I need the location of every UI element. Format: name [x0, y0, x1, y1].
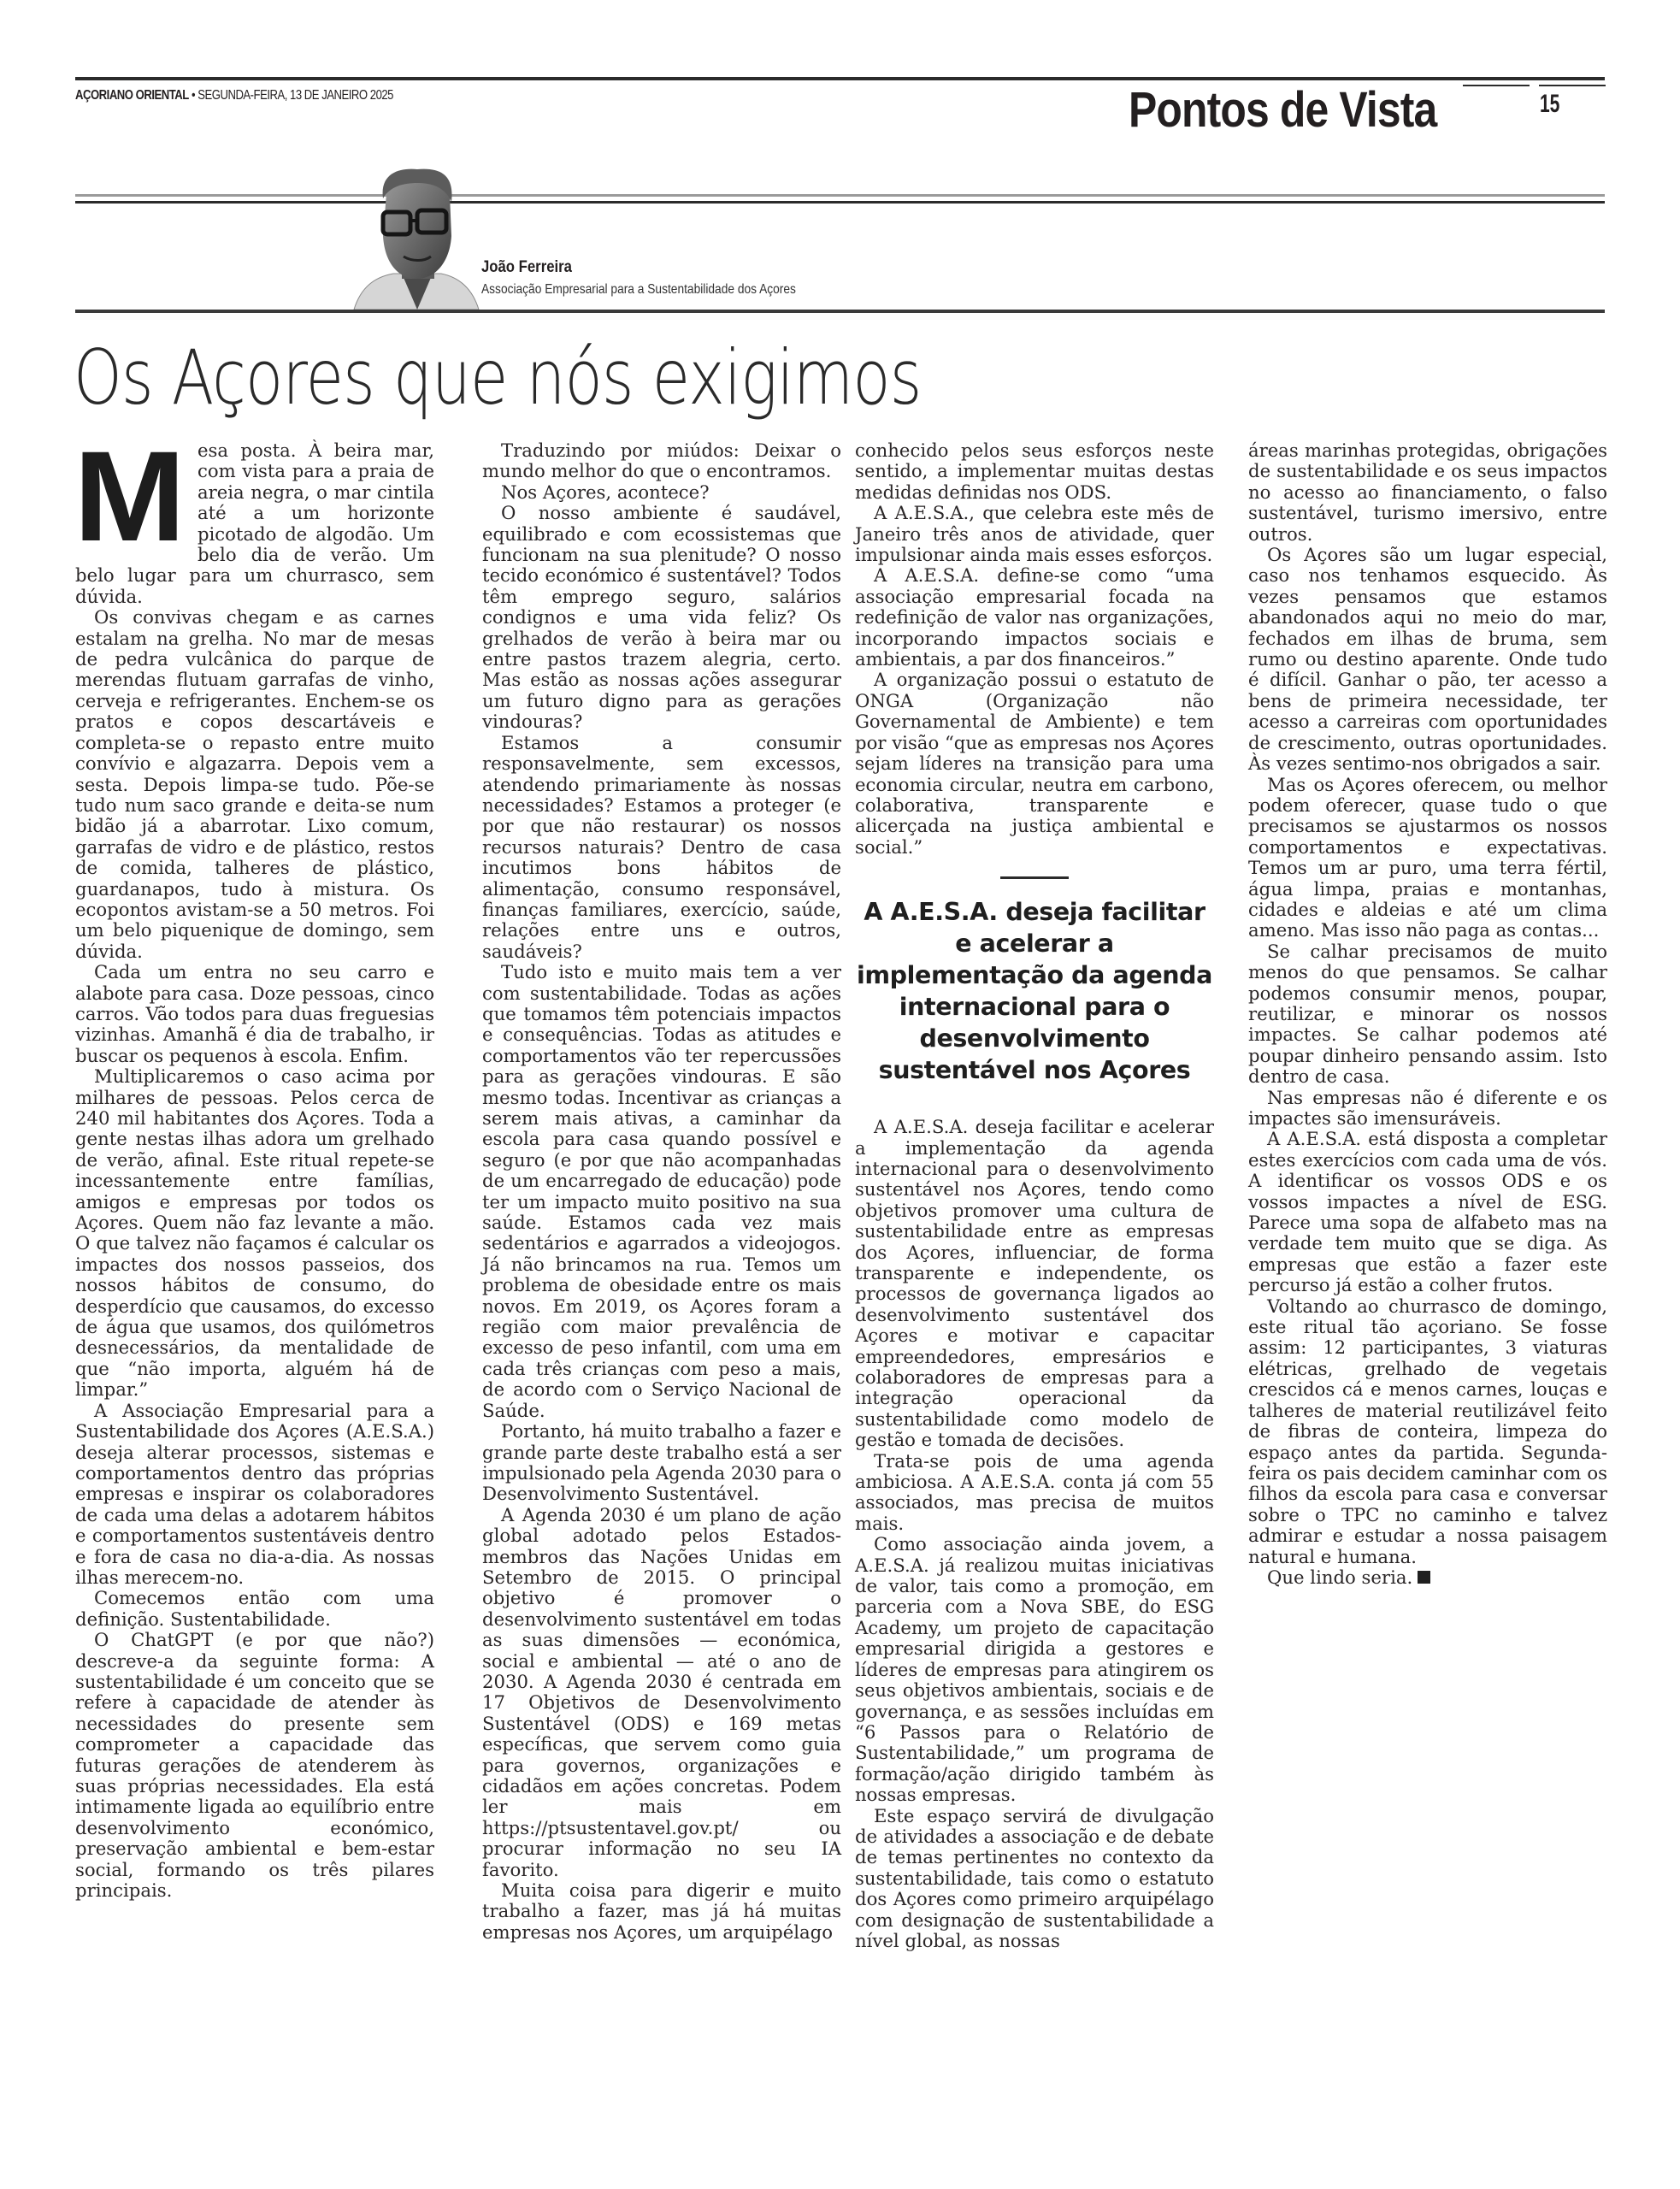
paragraph: Portanto, há muito trabalho a fazer e grande parte deste trabalho está a ser impulsionado pela Agenda 2030 para o Desenvolvimento Sustentável. [482, 1420, 841, 1505]
paragraph: A A.E.S.A., que celebra este mês de Janeiro três anos de atividade, quer impulsionar ainda mais esses esforços. [855, 502, 1214, 566]
lead-text: esa posta. À beira mar, com vista para a praia de areia negra, o mar cintila até a um horizonte picotado de algodão. Um belo dia de verão. Um belo lugar para um churrasco, sem dúvida. [75, 440, 434, 607]
section-separator [1000, 876, 1069, 879]
author-portrait-svg [349, 168, 486, 310]
paragraph: Comecemos então com uma definição. Sustentabilidade. [75, 1587, 434, 1630]
article-subheading: A A.E.S.A. deseja facilitar e acelerar a implementação da agenda internacional para o desenvolvimento sustentável nos Açores [856, 898, 1212, 1085]
paragraph: Nas empresas não é diferente e os impactes são imensuráveis. [1248, 1086, 1607, 1129]
article-column-2 [482, 440, 841, 1943]
section-title: Pontos de Vista [1129, 82, 1437, 138]
paragraph: A A.E.S.A. deseja facilitar e acelerar a implementação da agenda internacional para o desenvolvimento sustentável nos Açores, tendo como objetivos promover uma cultura de sustentabilidade entre as empresas dos Açores, influenciar, de forma transparente e independente, os processos de governança ligados ao desenvolvimento sustentável dos Açores e motivar e capacitar empreendedores, empresários e colaboradores de empresas para a integração operacional da sustentabilidade como modelo de gestão e tomada de decisões. [855, 1116, 1214, 1451]
paragraph: Tudo isto e muito mais tem a ver com sustentabilidade. Todas as ações que tomamos têm potenciais impactos e consequências. Todas as atitudes e comportamentos vão ter repercussões para as gerações vindouras. E são mesmo todas. Incentivar as crianças a serem mais ativas, a caminhar da escola para casa quando possível e seguro (e por que não acompanhadas de um encarregado de educação) pode ter um impacto muito positivo na sua saúde. Estamos cada vez mais sedentários e agarrados a videojogos. Já não brincamos na rua. Temos um problema de obesidade entre os mais novos. Em 2019, os Açores foram a região com maior prevalência de excesso de peso infantil, com uma em cada três crianças com peso a mais, de acordo com o Serviço Nacional de Saúde. [482, 961, 841, 1421]
paragraph: A Associação Empresarial para a Sustentabilidade dos Açores (A.E.S.A.) deseja alterar processos, sistemas e comportamentos dentro das próprias empresas e inspirar os colaboradores de cada uma delas a adotarem hábitos e comportamentos sustentáveis dentro e fora de casa no dia-a-dia. As nossas ilhas merecem-no. [75, 1399, 434, 1588]
page-accent-rule [1539, 85, 1606, 86]
paragraph: Multiplicaremos o caso acima por milhares de pessoas. Pelos cerca de 240 mil habitantes dos Açores. Toda a gente nestas ilhas adora um grelhado de verão, afinal. Este ritual repete-se incessantemente entre famílias, amigos e empresas por todos os Açores. Quem não faz levante a mão. O que talvez não façamos é calcular os impactes dos nossos passeios, dos nossos hábitos de consumo, do desperdício que causamos, do excesso de água que usamos, dos quilómetros desnecessários, da mentalidade de que “não importa, alguém há de limpar.” [75, 1065, 434, 1401]
paragraph: Os Açores são um lugar especial, caso nos tenhamos esquecido. Às vezes pensamos que estamos abandonados aqui no meio do mar, fechados em ilhas de bruma, sem rumo ou destino aparente. Onde tudo é difícil. Ganhar o pão, ter acesso a bens de primeira necessidade, ter acesso a carreiras com oportunidades de crescimento, outras oportunidades. Às vezes sentimo-nos obrigados a sair. [1248, 544, 1607, 775]
author-band-rule-dark [75, 201, 1605, 204]
paragraph: Se calhar precisamos de muito menos do que pensamos. Se calhar podemos consumir menos, poupar, reutilizar, e minorar os nossos impactes. Se calhar podemos até poupar dinheiro pensando assim. Isto dentro de casa. [1248, 940, 1607, 1088]
author-portrait-icon [349, 168, 486, 310]
paragraph: Este espaço servirá de divulgação de atividades a associação e de debate de temas pertinentes no contexto da sustentabilidade, tais como o estatuto dos Açores como primeiro arquipélago com designação de sustentabilidade a nível global, as nossas [855, 1804, 1214, 1951]
masthead [75, 88, 393, 103]
author-affiliation: Associação Empresarial para a Sustentabilidade dos Açores [481, 282, 796, 297]
paragraph-lead [74, 424, 434, 607]
article-headline: Os Açores que nós exigimos [74, 333, 922, 422]
paragraph: Mas os Açores oferecem, ou melhor podem oferecer, quase tudo o que precisamos se ajustarmos os nossos comportamentos e expectativas. Temos um ar puro, uma terra fértil, água limpa, praias e montanhas, cidades e aldeias e até um clima ameno. Mas isso não paga as contas... [1248, 773, 1607, 941]
paragraph: A Agenda 2030 é um plano de ação global adotado pelos Estados-membros das Nações Unidas em Setembro de 2015. O principal objetivo é promover o desenvolvimento sustentável em todas as suas dimensões — económica, social e ambiental — até o ano de 2030. A Agenda 2030 é centrada em 17 Objetivos de Desenvolvimento Sustentável (ODS) e 169 metas específicas, que servem como guia para governos, organizações e cidadãos em ações concretas. Podem ler mais em https://ptsustentavel.gov.pt/ ou procurar informação no seu IA favorito. [482, 1503, 841, 1880]
paragraph: A A.E.S.A. está disposta a completar estes exercícios com cada uma de vós. A identificar os vossos ODS e os vossos impactes a nível de ESG. Parece uma sopa de alfabeto mas na verdade tem muito que se diga. As empresas que estão a fazer este percurso já estão a colher frutos. [1248, 1128, 1607, 1296]
section-accent-rule [1463, 85, 1530, 86]
paragraph: O nosso ambiente é saudável, equilibrado e com ecossistemas que funcionam na sua plenitude? O nosso tecido económico é sustentável? Todos têm emprego seguro, salários condignos e uma vida feliz? Os grelhados de verão à beira mar ou entre pastos trazem alegria, certo. Mas estão as nossas ações assegurar um futuro digno para as gerações vindouras? [482, 502, 841, 733]
paragraph: A organização possui o estatuto de ONGA (Organização não Governamental de Ambiente) e tem por visão “que as empresas nos Açores sejam líderes na transição para uma economia circular, neutra em carbono, colaborativa, transparente e alicerçada na justiça ambiental e social.” [855, 669, 1214, 858]
publication-date: SEGUNDA-FEIRA, 13 DE JANEIRO 2025 [197, 88, 393, 103]
article-column-1 [74, 424, 434, 1902]
paragraph: Voltando ao churrasco de domingo, este ritual tão açoriano. Se fosse assim: 12 participantes, 3 viaturas elétricas, grelhado de vegetais crescidos cá e menos carnes, louças e talheres de material reutilizável feito de fibras de conteira, limpeza do espaço antes da partida. Segunda-feira os pais decidem caminhar com os filhos da escola para casa e conversar sobre o TPC no caminho e talvez admirar e estudar a nossa paisagem natural e humana. [1248, 1295, 1607, 1567]
page-number: 15 [1540, 90, 1560, 118]
paragraph: Cada um entra no seu carro e alabote para casa. Doze pessoas, cinco carros. Vão todos para duas freguesias vizinhas. Amanhã é dia de trabalho, ir buscar os pequenos à escola. Enfim. [75, 961, 434, 1066]
paragraph: Os convivas chegam e as carnes estalam na grelha. No mar de mesas de pedra vulcânica do parque de merendas flutuam garrafas de vinho, cerveja e refrigerantes. Enchem-se os pratos e copos descartáveis e completa-se o repasto entre muito convívio e algazarra. Depois vem a sesta. Depois limpa-se tudo. Põe-se tudo num saco grande e deita-se num bidão já a abarrotar. Lixo comum, garrafas de vidro e de plástico, restos de comida, talheres de plástico, guardanapos, tudo à mistura. Os ecopontos avistam-se a 50 metros. Foi um belo piquenique de domingo, sem dúvida. [75, 606, 434, 962]
paragraph: Estamos a consumir responsavelmente, sem excessos, atendendo primariamente às nossas necessidades? Estamos a proteger (e por que não restaurar) os nossos recursos naturais? Dentro de casa incutimos bons hábitos de alimentação, consumo responsável, finanças familiares, exercício, saúde, relações entre uns e outros, saudáveis? [482, 731, 841, 962]
closing-text: Que lindo seria. [1267, 1566, 1413, 1588]
drop-cap: M [74, 424, 186, 568]
paragraph-closing [1248, 1567, 1607, 1588]
author-band-bottom-rule [75, 310, 1605, 313]
author-band-rule-light [75, 194, 1605, 197]
paragraph: Traduzindo por miúdos: Deixar o mundo melhor do que o encontramos. [482, 440, 841, 482]
top-rule [75, 77, 1605, 80]
article-column-3 [855, 440, 1214, 1951]
paragraph-continued: áreas marinhas protegidas, obrigações de sustentabilidade e os seus impactos no acesso ao financiamento, o falso sustentável, turismo imersivo, entre outros. [1248, 440, 1607, 545]
paragraph: Como associação ainda jovem, a A.E.S.A. já realizou muitas iniciativas de valor, tais como a promoção, em parceria com a Nova SBE, do ESG Academy, um projeto de capacitação empresarial dirigida a gestores e líderes de empresas para atingirem os seus objetivos ambientais, sociais e de governança, e as sessões incluídas em “6 Passos para o Relatório de Sustentabilidade,” um programa de formação/ação dirigido também às nossas empresas. [855, 1533, 1214, 1806]
article-column-4 [1248, 440, 1607, 1588]
publication-name: AÇORIANO ORIENTAL [75, 88, 189, 103]
paragraph: Nos Açores, acontece? [501, 481, 710, 503]
paragraph: O ChatGPT (e por que não?) descreve-a da seguinte forma: A sustentabilidade é um conceito que se refere à capacidade de atender às necessidades do presente sem comprometer a capacidade das futuras gerações de atenderem às suas próprias necessidades. Ela está intimamente ligada ao equilíbrio entre desenvolvimento económico, preservação ambiental e bem-estar social, formando os três pilares principais. [75, 1629, 434, 1902]
paragraph: A A.E.S.A. define-se como “uma associação empresarial focada na redefinição de valor nas organizações, incorporando impactos sociais e ambientais, a par dos financeiros.” [855, 564, 1214, 670]
end-mark-icon [1418, 1571, 1430, 1584]
masthead-bullet: • [191, 88, 196, 103]
paragraph-continued: conhecido pelos seus esforços neste sentido, a implementar muitas destas medidas definidas nos ODS. [855, 440, 1214, 503]
author-name: João Ferreira [481, 258, 572, 276]
paragraph: Muita coisa para digerir e muito trabalho a fazer, mas já há muitas empresas nos Açores, um arquipélago [482, 1879, 841, 1943]
paragraph: Trata-se pois de uma agenda ambiciosa. A A.E.S.A. conta já com 55 associados, mas precisa de muitos mais. [855, 1449, 1214, 1534]
